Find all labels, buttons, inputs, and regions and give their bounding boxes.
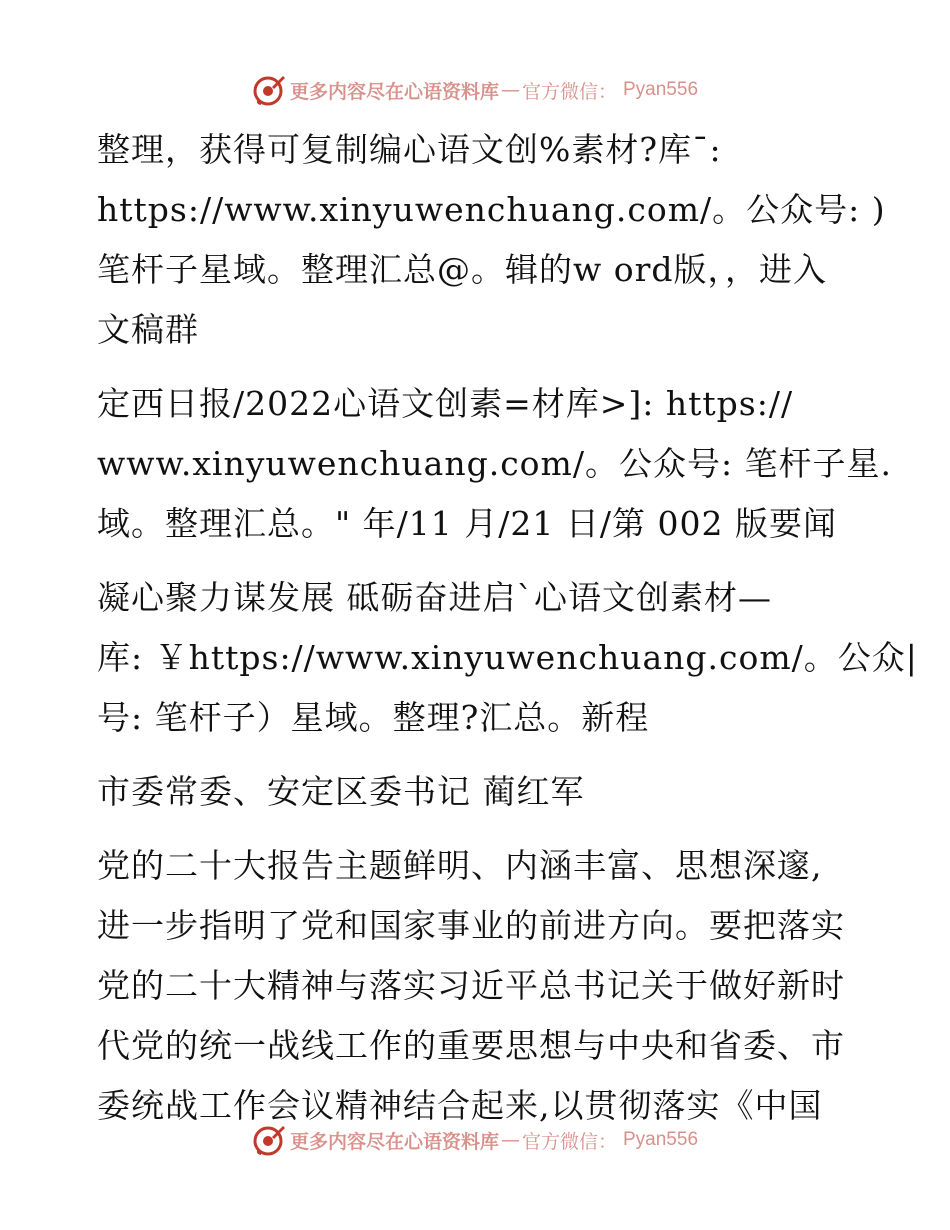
author-line: 市委常委、安定区委书记 蔺红军 xyxy=(97,772,585,811)
document-body xyxy=(97,120,918,1150)
text-line: 代党的统一战线工作的重要思想与中央和省委、市 xyxy=(97,1026,845,1065)
footer-dash: — xyxy=(500,1129,520,1151)
text-line: 定西日报/2022心语文创素=材库>]: https:// xyxy=(97,384,794,423)
paragraph xyxy=(97,120,886,360)
text-line: 党的二十大报告主题鲜明、内涵丰富、思想深邃, xyxy=(97,846,823,885)
text-line: 号: 笔杆子）星域。整理?汇总。新程 xyxy=(97,698,650,737)
text-line: 笔杆子星域。整理汇总@。辑的w ord版，，进入 xyxy=(97,250,828,289)
header-wechat-id: Pyan556 xyxy=(623,79,699,100)
footer-banner xyxy=(0,1120,950,1160)
paragraph xyxy=(97,374,893,554)
logo-icon xyxy=(252,73,286,107)
text-line: 库: ￥https://www.xinyuwenchuang.com/。公众| xyxy=(97,638,918,677)
footer-wechat-id: Pyan556 xyxy=(623,1129,699,1150)
header-dash: — xyxy=(500,79,520,101)
header-title: 更多内容尽在心语资料库 xyxy=(289,80,499,103)
paragraph xyxy=(97,568,918,748)
text-line: 党的二十大精神与落实习近平总书记关于做好新时 xyxy=(97,966,845,1005)
text-line: 委统战工作会议精神结合起来,以贯彻落实《中国 xyxy=(97,1086,823,1125)
footer-title: 更多内容尽在心语资料库 xyxy=(289,1130,499,1153)
paragraph xyxy=(97,836,857,1136)
text-line: 整理，获得可复制编心语文创%素材?库¯: xyxy=(97,130,722,169)
paragraph xyxy=(97,762,857,822)
footer-wechat-label: 官方微信： xyxy=(521,1130,617,1153)
text-line: 凝心聚力谋发展 砥砺奋进启`心语文创素材— xyxy=(97,578,772,617)
text-line: 进一步指明了党和国家事业的前进方向。要把落实 xyxy=(97,906,845,945)
logo-icon xyxy=(252,1123,286,1157)
text-line: https://www.xinyuwenchuang.com/。公众号: ) xyxy=(97,190,886,229)
text-line: 域。整理汇总。" 年/11 月/21 日/第 002 版要闻 xyxy=(97,504,837,543)
text-line: www.xinyuwenchuang.com/。公众号: 笔杆子星. xyxy=(97,444,893,483)
text-line: 文稿群 xyxy=(97,310,199,349)
header-banner xyxy=(0,70,950,110)
header-wechat-label: 官方微信： xyxy=(521,80,617,103)
